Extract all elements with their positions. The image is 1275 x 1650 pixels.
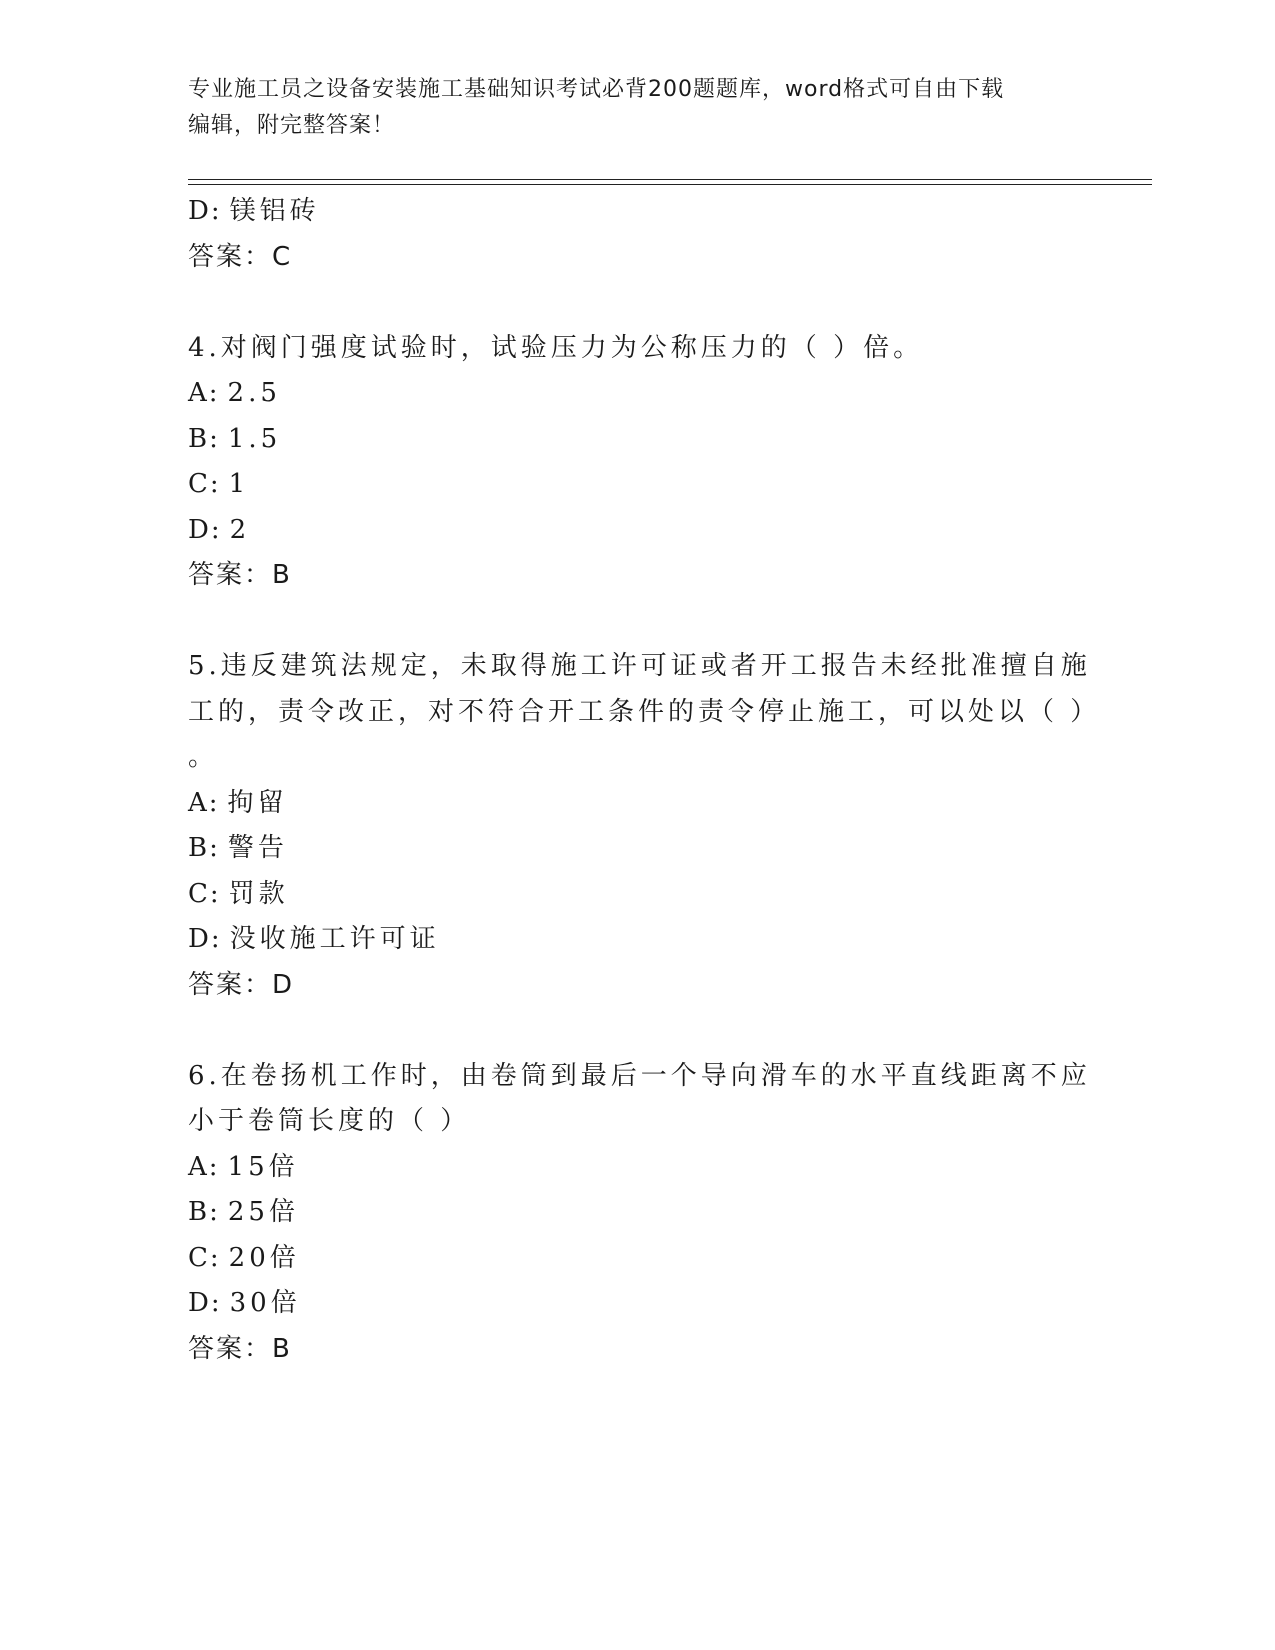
question-stem-line-2: 小于卷筒长度的（ ） bbox=[188, 1106, 471, 1136]
option-text: 15倍 bbox=[227, 1151, 299, 1182]
option-text: 25倍 bbox=[227, 1197, 299, 1227]
header-line-1: 专业施工员之设备安装施工基础知识考试必背200题题库，word格式可自由下载 bbox=[188, 77, 1005, 102]
answer: 答案：B bbox=[188, 1333, 292, 1364]
option-letter: C: bbox=[188, 878, 221, 909]
question-5 bbox=[188, 644, 1101, 1008]
option-letter: D: bbox=[188, 514, 222, 545]
option-b bbox=[188, 1190, 1088, 1236]
option-b bbox=[188, 417, 1088, 463]
option-letter: D: bbox=[188, 924, 222, 954]
option-text: 拘留 bbox=[227, 787, 288, 818]
answer: 答案：C bbox=[188, 241, 293, 272]
option-b bbox=[188, 826, 1088, 872]
page-content bbox=[188, 189, 1101, 1372]
option-text: 镁铝砖 bbox=[229, 196, 320, 226]
option-letter: B: bbox=[188, 423, 220, 454]
option-text: 警告 bbox=[227, 833, 288, 863]
option-letter: D: bbox=[188, 196, 222, 226]
question-4 bbox=[188, 326, 1088, 599]
question-stem-line-1: 5.违反建筑法规定，未取得施工许可证或者开工报告未经批准擅自施 bbox=[188, 651, 1091, 681]
option-d bbox=[188, 1281, 1088, 1327]
option-d bbox=[188, 508, 1088, 554]
question-stem: 4.对阀门强度试验时，试验压力为公称压力的（ ）倍。 bbox=[188, 332, 924, 363]
option-c bbox=[188, 1236, 1088, 1282]
option-letter: D: bbox=[188, 1288, 222, 1318]
option-a bbox=[188, 781, 1088, 827]
option-letter: A: bbox=[188, 787, 220, 818]
question-stem-line-3: 。 bbox=[188, 742, 219, 772]
option-letter: A: bbox=[188, 378, 220, 408]
answer: 答案：B bbox=[188, 560, 292, 590]
spacer bbox=[188, 599, 1088, 645]
option-text: 罚款 bbox=[228, 878, 289, 909]
option-a bbox=[188, 371, 1088, 417]
answer: 答案：D bbox=[188, 969, 295, 1000]
option-text: 30倍 bbox=[229, 1288, 301, 1318]
option-text: 没收施工许可证 bbox=[229, 924, 440, 954]
option-letter: C: bbox=[188, 469, 221, 499]
header-rule-bottom bbox=[188, 184, 1152, 185]
option-a bbox=[188, 1145, 1088, 1191]
question-6 bbox=[188, 1054, 1091, 1373]
option-letter: A: bbox=[188, 1151, 220, 1182]
option-text: 2.5 bbox=[227, 378, 281, 408]
spacer bbox=[188, 1008, 1088, 1054]
header-line-2: 编辑，附完整答案！ bbox=[188, 113, 396, 138]
option-letter: B: bbox=[188, 833, 220, 863]
option-c bbox=[188, 462, 1088, 508]
document-header bbox=[188, 72, 1068, 144]
option-text: 2 bbox=[229, 514, 251, 545]
option-letter: C: bbox=[188, 1242, 221, 1273]
option-text: 1.5 bbox=[227, 423, 282, 454]
header-rule-top bbox=[188, 179, 1152, 180]
option-d bbox=[188, 917, 1088, 963]
option-d bbox=[188, 189, 1088, 235]
question-stem-line-2: 工的，责令改正，对不符合开工条件的责令停止施工，可以处以（ ） bbox=[188, 696, 1101, 727]
question-stem-line-1: 6.在卷扬机工作时，由卷筒到最后一个导向滑车的水平直线距离不应 bbox=[188, 1060, 1091, 1091]
option-c bbox=[188, 872, 1088, 918]
option-letter: B: bbox=[188, 1197, 220, 1227]
option-text: 20倍 bbox=[228, 1242, 300, 1273]
spacer bbox=[188, 280, 1088, 326]
option-text: 1 bbox=[228, 469, 250, 499]
